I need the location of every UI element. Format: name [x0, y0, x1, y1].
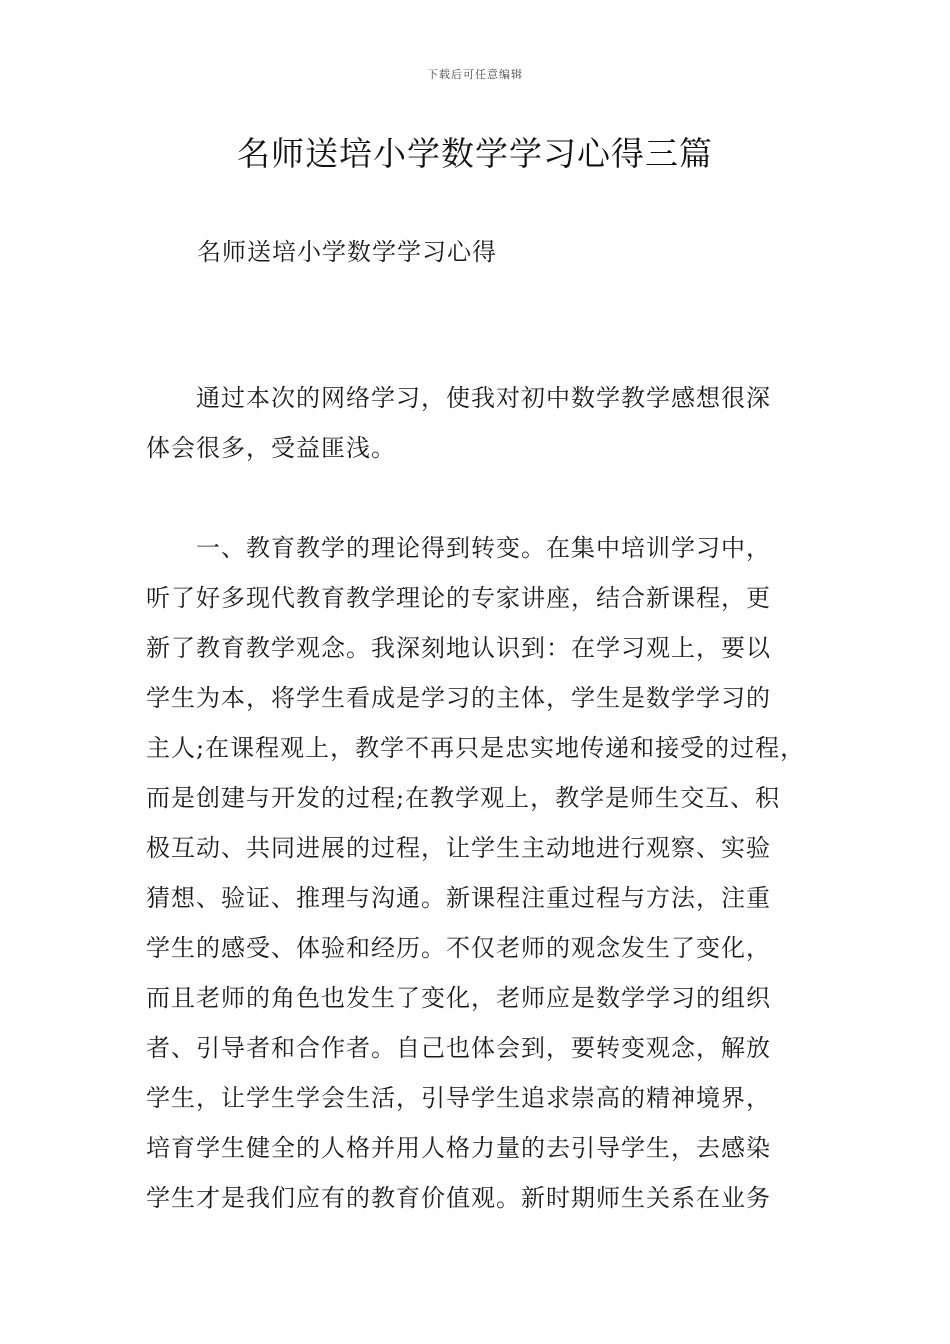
paragraph-line: 猜想、验证、推理与沟通。新课程注重过程与方法，注重	[146, 884, 771, 912]
paragraph-line: 学生的感受、体验和经历。不仅老师的观念发生了变化，	[146, 934, 771, 962]
page-header-note: 下载后可任意编辑	[427, 68, 523, 81]
paragraph-line: 极互动、共同进展的过程，让学生主动地进行观察、实验	[146, 834, 771, 862]
paragraph-line: 而且老师的角色也发生了变化，老师应是数学学习的组织	[146, 984, 771, 1012]
paragraph-line: 新了教育教学观念。我深刻地认识到：在学习观上，要以	[146, 634, 771, 662]
paragraph-line: 通过本次的网络学习，使我对初中数学教学感想很深	[146, 384, 771, 412]
document-subtitle: 名师送培小学数学学习心得	[197, 238, 497, 266]
paragraph-line: 培育学生健全的人格并用人格力量的去引导学生，去感染	[146, 1134, 771, 1162]
paragraph-line: 主人;在课程观上，教学不再只是忠实地传递和接受的过程，	[146, 734, 806, 762]
paragraph-intro	[146, 384, 816, 484]
paragraph-line: 体会很多，受益匪浅。	[146, 434, 396, 462]
paragraph-line: 学生，让学生学会生活，引导学生追求崇高的精神境界，	[146, 1084, 771, 1112]
paragraph-line: 而是创建与开发的过程;在教学观上，教学是师生交互、积	[146, 784, 781, 812]
paragraph-line: 听了好多现代教育教学理论的专家讲座，结合新课程，更	[146, 584, 771, 612]
paragraph-line: 者、引导者和合作者。自己也体会到，要转变观念，解放	[146, 1034, 771, 1062]
paragraph-theory	[146, 534, 816, 1234]
paragraph-line: 学生为本，将学生看成是学习的主体，学生是数学学习的	[146, 684, 771, 712]
paragraph-line: 学生才是我们应有的教育价值观。新时期师生关系在业务	[146, 1184, 771, 1212]
document-title: 名师送培小学数学学习心得三篇	[237, 134, 713, 173]
paragraph-line: 一、教育教学的理论得到转变。在集中培训学习中，	[146, 534, 771, 562]
